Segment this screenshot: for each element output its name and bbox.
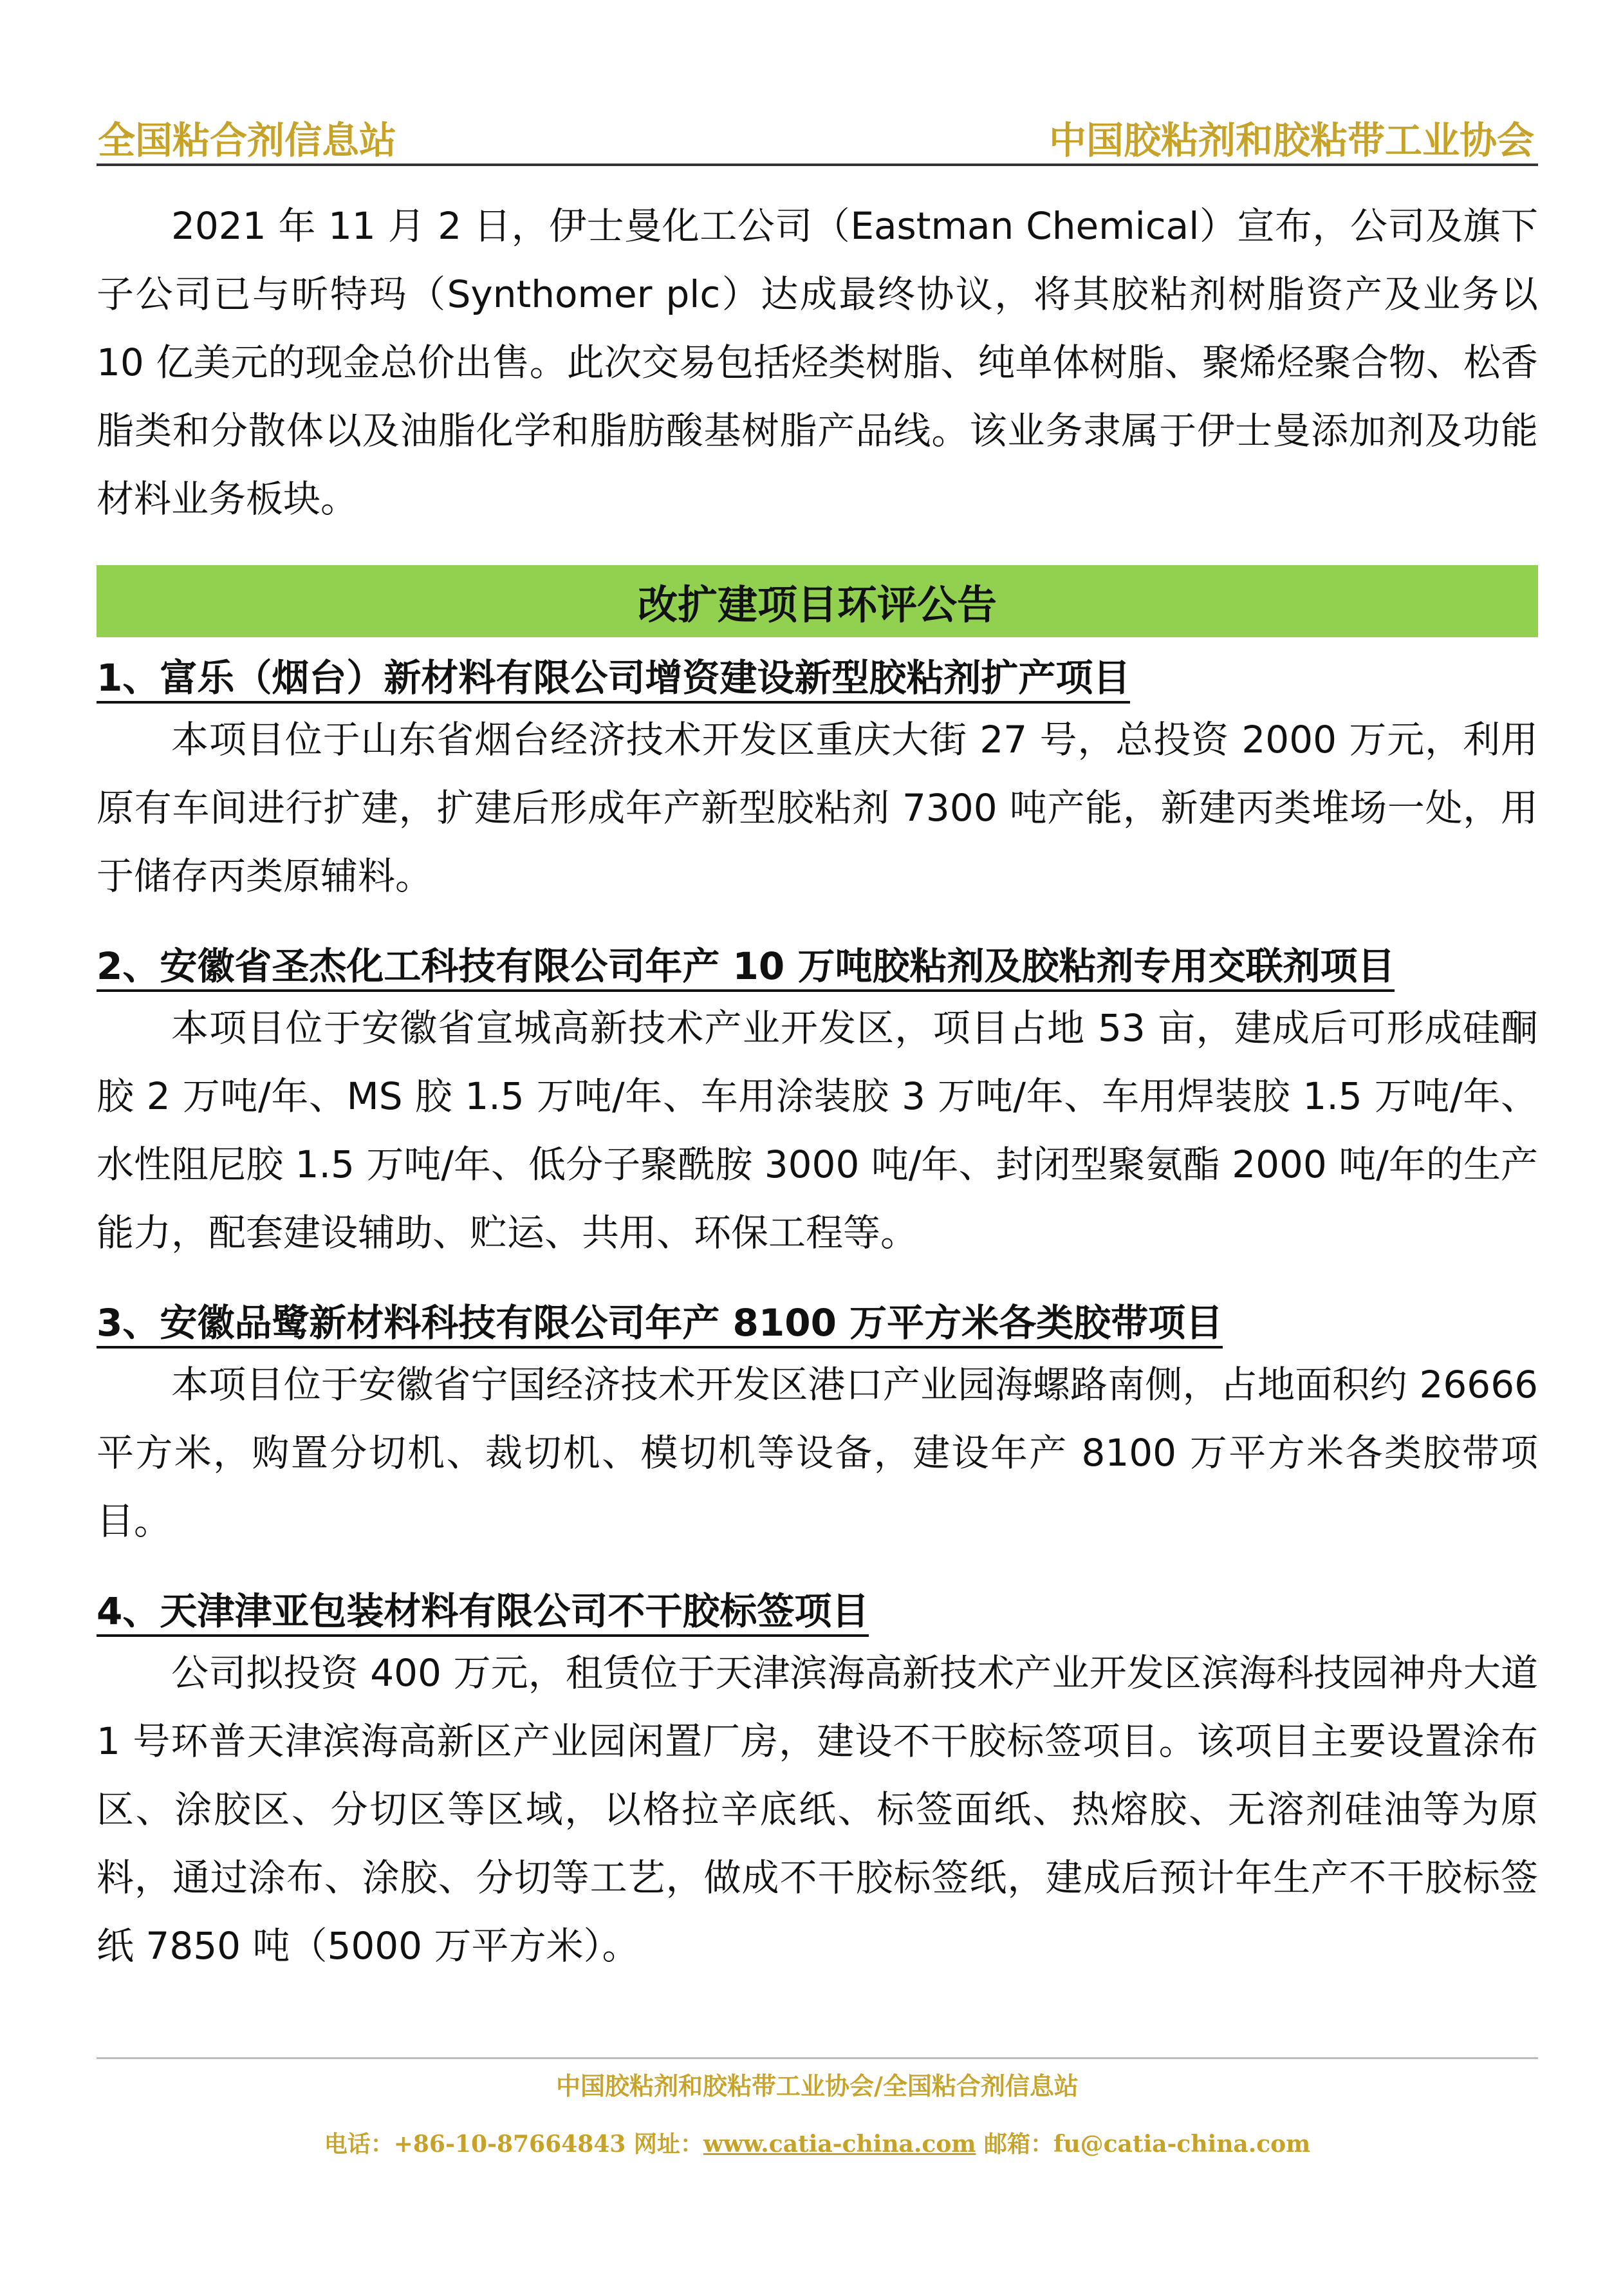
project-body: 公司拟投资 400 万元，租赁位于天津滨海高新技术产业开发区滨海科技园神舟大道 1 号环普天津滨海高新区产业园闲置厂房，建设不干胶标签项目。该项目主要设置涂布区、涂胶区、分切区等区域，以格拉辛底纸、标签面纸、热熔胶、无溶剂硅油等为原料，通过涂布、涂胶、分切等工艺，做成不干胶标签纸，建成后预计年生产不干胶标签纸 7850 吨（5000 万平方米）。 <box>97 1651 1538 1968</box>
project-item-3 <box>97 1295 1538 1555</box>
page-content <box>97 192 1538 2008</box>
footer-contact <box>97 2126 1538 2162</box>
page-header <box>97 112 1538 166</box>
project-heading-text: 4、天津津亚包装材料有限公司不干胶标签项目 <box>97 1589 869 1637</box>
footer-org: 中国胶粘剂和胶粘带工业协会/全国粘合剂信息站 <box>556 2071 1079 2100</box>
header-left-title: 全国粘合剂信息站 <box>98 118 397 162</box>
project-heading-text: 2、安徽省圣杰化工科技有限公司年产 10 万吨胶粘剂及胶粘剂专用交联剂项目 <box>97 944 1395 992</box>
page-footer <box>97 2057 1538 2162</box>
project-body: 本项目位于山东省烟台经济技术开发区重庆大街 27 号，总投资 2000 万元，利用原有车间进行扩建，扩建后形成年产新型胶粘剂 7300 吨产能，新建丙类堆场一处，用于储存丙类原辅料。 <box>97 718 1538 898</box>
project-heading <box>97 1583 1538 1639</box>
section-title: 改扩建项目环评公告 <box>97 565 1538 637</box>
project-heading <box>97 1295 1538 1350</box>
footer-phone: 电话：+86-10-87664843 网址： <box>324 2131 703 2158</box>
intro-paragraph: 2021 年 11 月 2 日，伊士曼化工公司（Eastman Chemical）宣布，公司及旗下子公司已与昕特玛（Synthomer plc）达成最终协议，将其胶粘剂树脂资产及业务以 10 亿美元的现金总价出售。此次交易包括烃类树脂、纯单体树脂、聚烯烃聚合物、松香脂类和分散体以及油脂化学和脂肪酸基树脂产品线。该业务隶属于伊士曼添加剂及功能材料业务板块。 <box>97 204 1538 521</box>
header-right-title: 中国胶粘剂和胶粘带工业协会 <box>1048 118 1534 162</box>
project-body: 本项目位于安徽省宣城高新技术产业开发区，项目占地 53 亩，建成后可形成硅酮胶 2 万吨/年、MS 胶 1.5 万吨/年、车用涂装胶 3 万吨/年、车用焊装胶 1.5 万吨/年、水性阻尼胶 1.5 万吨/年、低分子聚酰胺 3000 吨/年、封闭型聚氨酯 2000 吨/年的生产能力，配套建设辅助、贮运、共用、环保工程等。 <box>97 1006 1538 1255</box>
project-heading <box>97 650 1538 705</box>
project-item-1 <box>97 650 1538 910</box>
project-item-4 <box>97 1583 1538 1980</box>
project-heading-text: 1、富乐（烟台）新材料有限公司增资建设新型胶粘剂扩产项目 <box>97 656 1130 704</box>
project-heading-text: 3、安徽品鹭新材料科技有限公司年产 8100 万平方米各类胶带项目 <box>97 1301 1223 1349</box>
project-heading <box>97 938 1538 994</box>
project-body: 本项目位于安徽省宁国经济技术开发区港口产业园海螺路南侧，占地面积约 26666 平方米，购置分切机、裁切机、模切机等设备，建设年产 8100 万平方米各类胶带项目。 <box>97 1363 1538 1543</box>
project-item-2 <box>97 938 1538 1267</box>
footer-email: 邮箱：fu@catia-china.com <box>976 2131 1311 2158</box>
footer-website-link[interactable]: www.catia-china.com <box>703 2131 976 2158</box>
